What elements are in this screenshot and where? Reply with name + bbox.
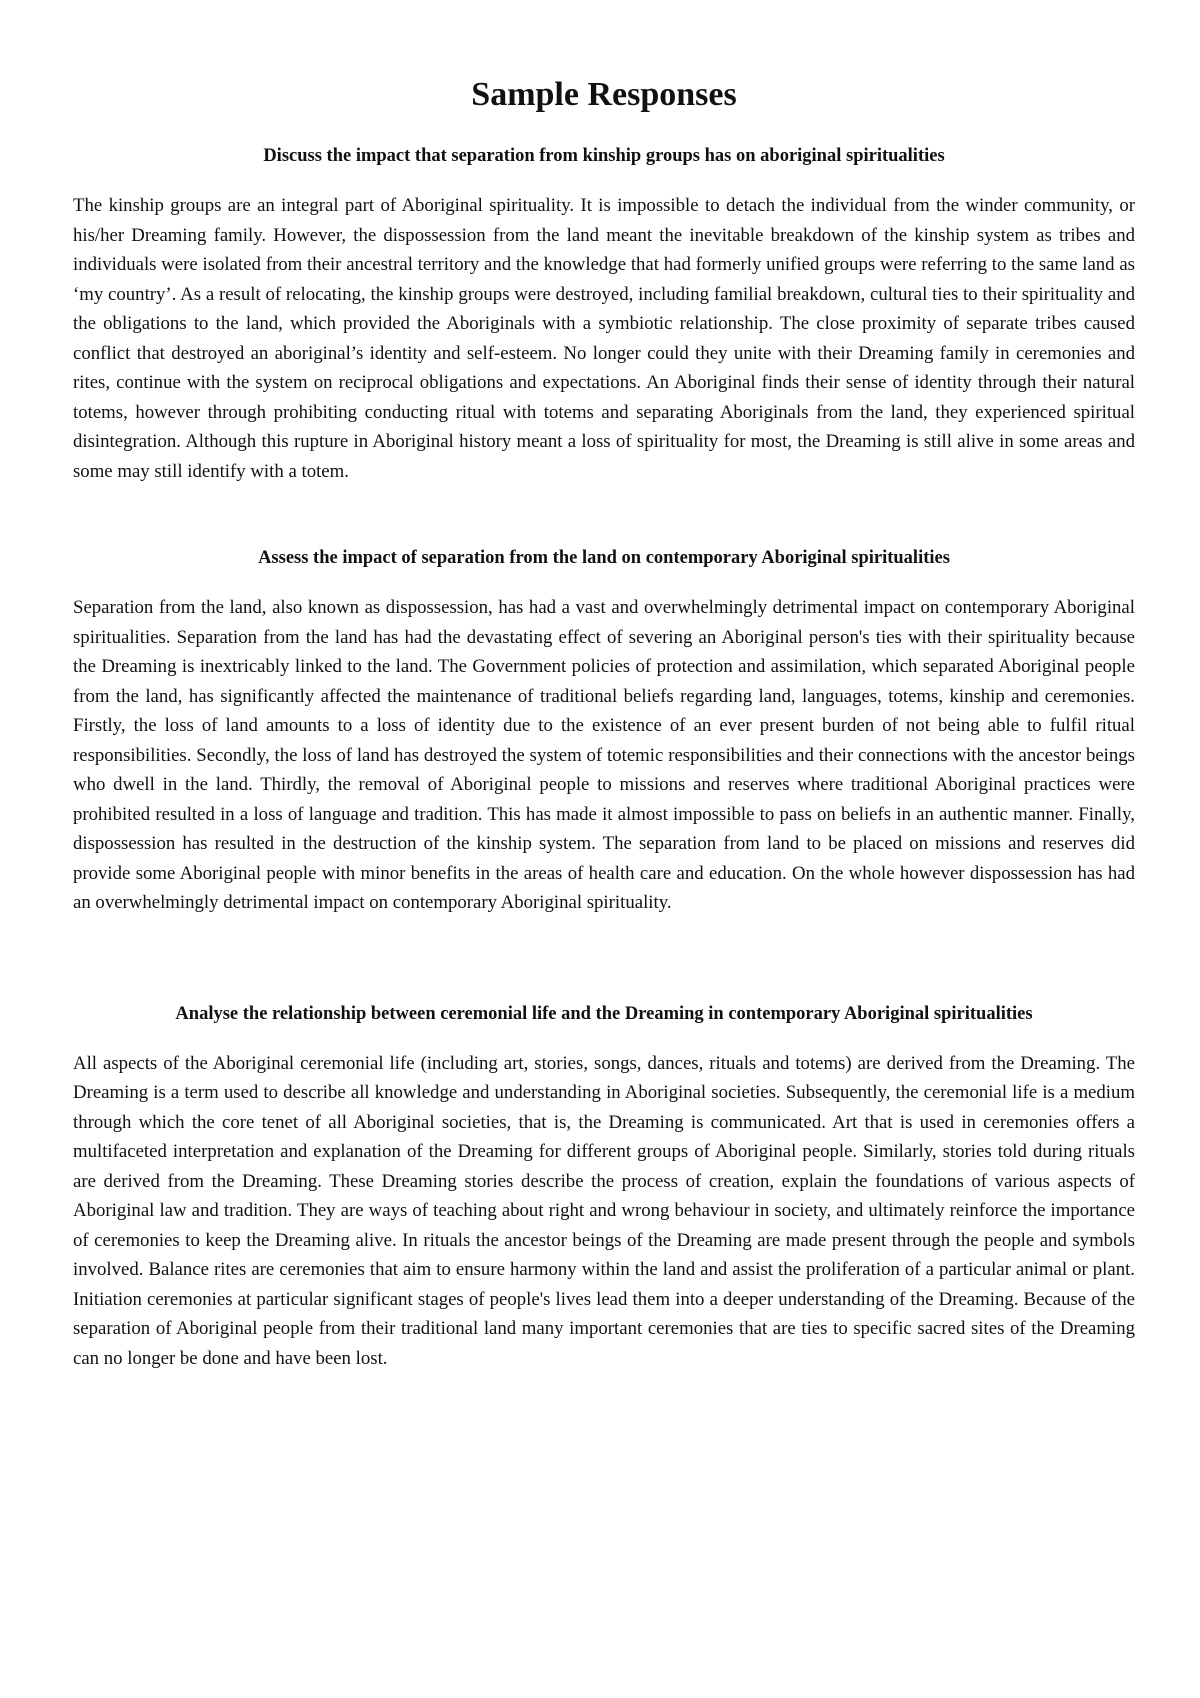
question-heading-kinship: Discuss the impact that separation from kinship groups has on aboriginal spiritualities xyxy=(263,146,945,166)
document-page xyxy=(73,0,1135,1373)
question-heading-ceremonial-life: Analyse the relationship between ceremonial life and the Dreaming in contemporary Aboriginal spiritualities xyxy=(175,1003,1033,1024)
question-heading-land: Assess the impact of separation from the land on contemporary Aboriginal spiritualities xyxy=(258,548,950,568)
document-title: Sample Responses xyxy=(471,76,737,113)
answer-paragraph-kinship: The kinship groups are an integral part of Aboriginal spirituality. It is impossible to detach the individual from the winder community, or his/her Dreaming family. However, the dispossession from the land meant the inevitable breakdown of the kinship system as tribes and individuals were isolated from their ancestral territory and the knowledge that had formerly unified groups were referring to the same land as ‘my country’. As a result of relocating, the kinship groups were destroyed, including familial breakdown, cultural ties to their spirituality and the obligations to the land, which provided the Aboriginals with a symbiotic relationship. The close proximity of separate tribes caused conflict that destroyed an aboriginal’s identity and self-esteem. No longer could they unite with their Dreaming family in ceremonies and rites, continue with the system on reciprocal obligations and expectations. An Aboriginal finds their sense of identity through their natural totems, however through prohibiting conducting ritual with totems and separating Aboriginals from the land, they experienced spiritual disintegration. Although this rupture in Aboriginal history meant a loss of spirituality for most, the Dreaming is still alive in some areas and some may still identify with a totem. xyxy=(73,195,1135,482)
answer-paragraph-ceremonial-life: All aspects of the Aboriginal ceremonial life (including art, stories, songs, dances, rituals and totems) are derived from the Dreaming. The Dreaming is a term used to describe all knowledge and understanding in Aboriginal societies. Subsequently, the ceremonial life is a medium through which the core tenet of all Aboriginal societies, that is, the Dreaming is communicated. Art that is used in ceremonies offers a multifaceted interpretation and explanation of the Dreaming for different groups of Aboriginal people. Similarly, stories told during rituals are derived from the Dreaming. These Dreaming stories describe the process of creation, explain the foundations of various aspects of Aboriginal law and tradition. They are ways of teaching about right and wrong behaviour in society, and ultimately reinforce the importance of ceremonies to keep the Dreaming alive. In rituals the ancestor beings of the Dreaming are made present through the people and symbols involved. Balance rites are ceremonies that aim to ensure harmony within the land and assist the proliferation of a particular animal or plant. Initiation ceremonies at particular significant stages of people's lives lead them into a deeper understanding of the Dreaming. Because of the separation of Aboriginal people from their traditional land many important ceremonies that are ties to specific sacred sites of the Dreaming can no longer be done and have been lost. xyxy=(73,1052,1135,1369)
answer-paragraph-land: Separation from the land, also known as dispossession, has had a vast and overwhelmingly detrimental impact on contemporary Aboriginal spiritualities. Separation from the land has had the devastating effect of severing an Aboriginal person's ties with their spirituality because the Dreaming is inextricably linked to the land. The Government policies of protection and assimilation, which separated Aboriginal people from the land, has significantly affected the maintenance of traditional beliefs regarding land, languages, totems, kinship and ceremonies. Firstly, the loss of land amounts to a loss of identity due to the existence of an ever present burden of not being able to fulfil ritual responsibilities. Secondly, the loss of land has destroyed the system of totemic responsibilities and their connections with the ancestor beings who dwell in the land. Thirdly, the removal of Aboriginal people to missions and reserves where traditional Aboriginal practices were prohibited resulted in a loss of language and tradition. This has made it almost impossible to pass on beliefs in an authentic manner. Finally, dispossession has resulted in the destruction of the kinship system. The separation from land to be placed on missions and reserves did provide some Aboriginal people with minor benefits in the areas of health care and education. On the whole however dispossession has had an overwhelmingly detrimental impact on contemporary Aboriginal spirituality. xyxy=(73,597,1135,913)
